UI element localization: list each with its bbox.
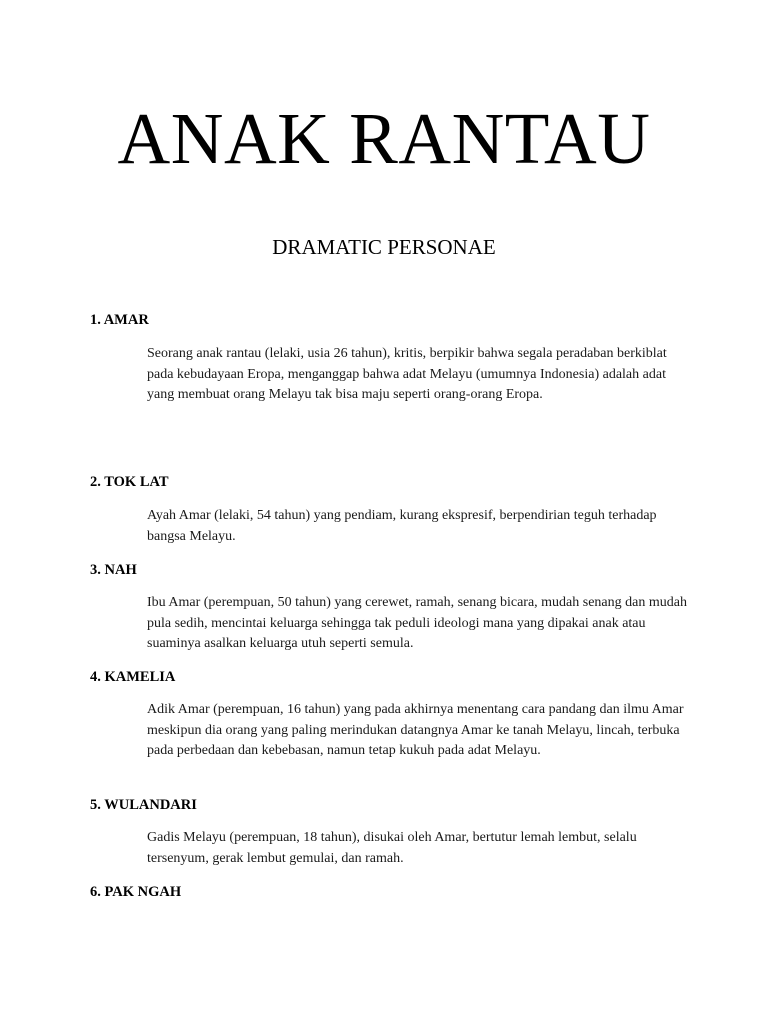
character-description-amar: Seorang anak rantau (lelaki, usia 26 tahun), kritis, berpikir bahwa segala peradaban berkiblat pada kebudayaan Eropa, menganggap bahwa adat Melayu (umumnya Indonesia) adalah adat yang membuat orang Melayu tak bisa maju seperti orang-orang Eropa. [147, 346, 667, 402]
character-heading-tok-lat: 2. TOK LAT [90, 474, 169, 490]
document-subtitle: DRAMATIC PERSONAE [272, 235, 496, 259]
character-description-tok-lat: Ayah Amar (lelaki, 54 tahun) yang pendiam, kurang ekspresif, berpendirian teguh terhadap bangsa Melayu. [147, 508, 657, 544]
document-title: ANAK RANTAU [117, 98, 651, 179]
character-description-wulandari: Gadis Melayu (perempuan, 18 tahun), disukai oleh Amar, bertutur lemah lembut, selalu tersenyum, gerak lembut gemulai, dan ramah. [147, 830, 637, 866]
character-heading-amar: 1. AMAR [90, 312, 149, 328]
character-heading-wulandari: 5. WULANDARI [90, 797, 197, 813]
character-description-nah: Ibu Amar (perempuan, 50 tahun) yang cerewet, ramah, senang bicara, mudah senang dan mudah pula sedih, mencintai keluarga sehingga tak peduli ideologi mana yang dipakai anak atau suaminya asalkan keluarga utuh seperti semula. [147, 595, 687, 651]
character-heading-nah: 3. NAH [90, 562, 137, 578]
character-heading-pak-ngah: 6. PAK NGAH [90, 884, 182, 900]
character-description-kamelia: Adik Amar (perempuan, 16 tahun) yang pada akhirnya menentang cara pandang dan ilmu Amar meskipun dia orang yang paling merindukan datangnya Amar ke tanah Melayu, lincah, terbuka pada perbedaan dan kebebasan, namun tetap kukuh pada adat Melayu. [147, 702, 684, 758]
character-heading-kamelia: 4. KAMELIA [90, 669, 176, 685]
